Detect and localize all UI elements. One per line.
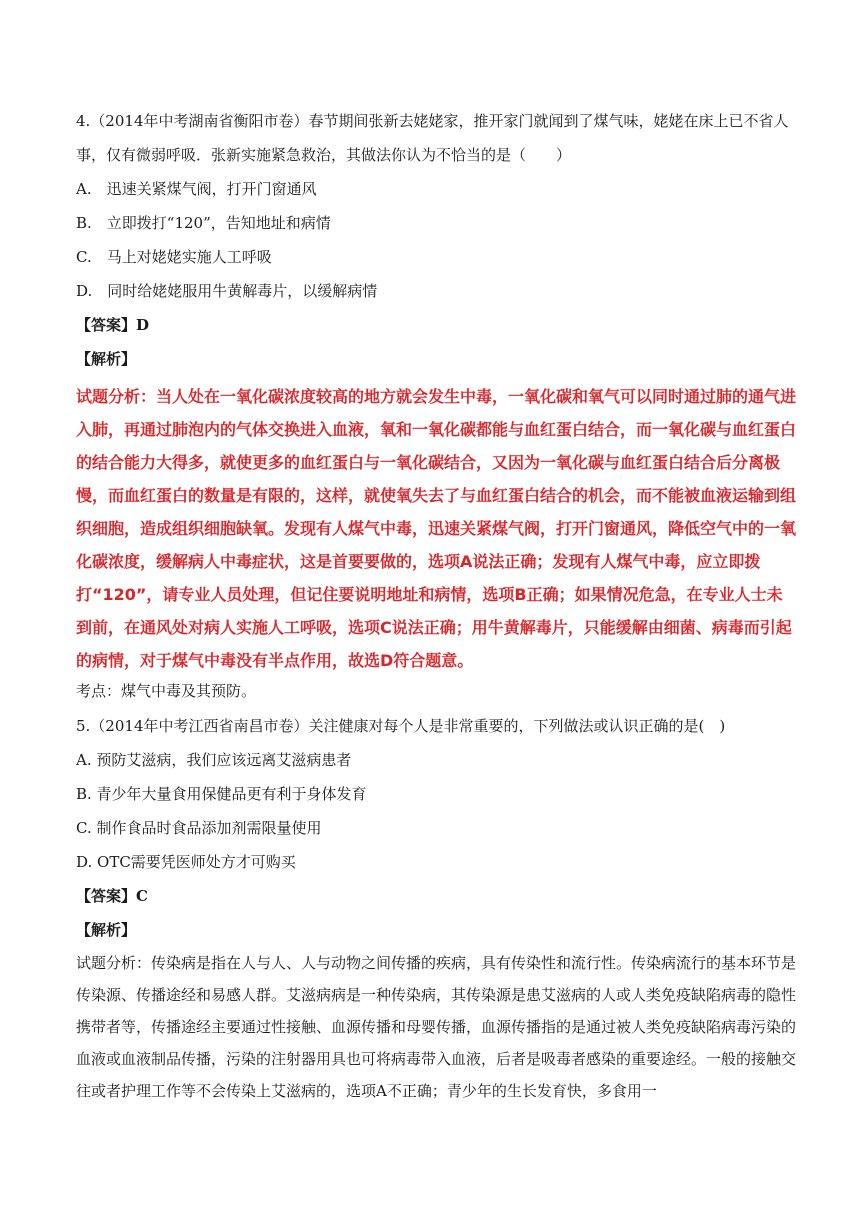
- question-4-analysis: 试题分析：当人处在一氧化碳浓度较高的地方就会发生中毒，一氧化碳和氧气可以同时通过肺的通气进入肺，再通过肺泡内的气体交换进入血液，氧和一氧化碳都能与血红蛋白结合，而一氧化碳与血红蛋白的结合能力大得多，就使更多的血红蛋白与一氧化碳结合，又因为一氧化碳与血红蛋白结合后分离极慢，而血红蛋白的数量是有限的，这样，就使氧失去了与血红蛋白结合的机会，而不能被血液运输到组织细胞，造成组织细胞缺氧。发现有人煤气中毒，迅速关紧煤气阀，打开门窗通风，降低空气中的一氧化碳浓度，缓解病人中毒症状，这是首要要做的，选项A说法正确；发现有人煤气中毒，应立即拨打“120”，请专业人员处理，但记住要说明地址和病情，选项B正确；如果情况危急，在专业人士未到前，在通风处对病人实施人工呼吸，选项C说法正确；用牛黄解毒片，只能缓解由细菌、病毒而引起的病情，对于煤气中毒没有半点作用，故选D符合题意。: [76, 387, 797, 670]
- question-5-option-c: C. 制作食品时食品添加剂需限量使用: [76, 819, 322, 837]
- question-4-answer: 【答案】D: [76, 316, 150, 334]
- question-4-option-d: D. 同时给姥姥服用牛黄解毒片，以缓解病情: [76, 282, 378, 300]
- question-5-option-b: B. 青少年大量食用保健品更有利于身体发育: [76, 785, 367, 803]
- question-4-stem: 4.（2014年中考湖南省衡阳市卷）春节期间张新去姥姥家，推开家门就闻到了煤气味，姥姥在床上已不省人事，仅有微弱呼吸．张新实施紧急救治，其做法你认为不恰当的是（ ）: [76, 112, 789, 164]
- document-content: [76, 104, 796, 1107]
- question-5-option-d: D. OTC需要凭医师处方才可购买: [76, 853, 296, 871]
- question-4-analysis-label: 【解析】: [76, 350, 137, 368]
- question-5-analysis-label: 【解析】: [76, 921, 137, 939]
- question-4-kaodian: 考点：煤气中毒及其预防。: [76, 682, 257, 700]
- question-4-option-a: A. 迅速关紧煤气阀，打开门窗通风: [76, 180, 317, 198]
- question-5-analysis: 试题分析：传染病是指在人与人、人与动物之间传播的疾病，具有传染性和流行性。传染病流行的基本环节是传染源、传播途经和易感人群。艾滋病病是一种传染病，其传染源是患艾滋病的人或人类免疫缺陷病毒的隐性携带者等，传播途经主要通过性接触、血源传播和母婴传播，血源传播指的是通过被人类免疫缺陷病毒污染的血液或血液制品传播，污染的注射器用具也可将病毒带入血液，后者是吸毒者感染的重要途经。一般的接触交往或者护理工作等不会传染上艾滋病的，选项A不正确；青少年的生长发育快，多食用一: [76, 954, 797, 1100]
- question-5-answer: 【答案】C: [76, 887, 148, 905]
- question-5-option-a: A. 预防艾滋病，我们应该远离艾滋病患者: [76, 751, 352, 769]
- question-4-option-b: B. 立即拨打“120”，告知地址和病情: [76, 214, 331, 232]
- question-5-stem: 5.（2014年中考江西省南昌市卷）关注健康对每个人是非常重要的，下列做法或认识正确的是( ): [76, 717, 726, 735]
- question-4-option-c: C. 马上对姥姥实施人工呼吸: [76, 248, 272, 266]
